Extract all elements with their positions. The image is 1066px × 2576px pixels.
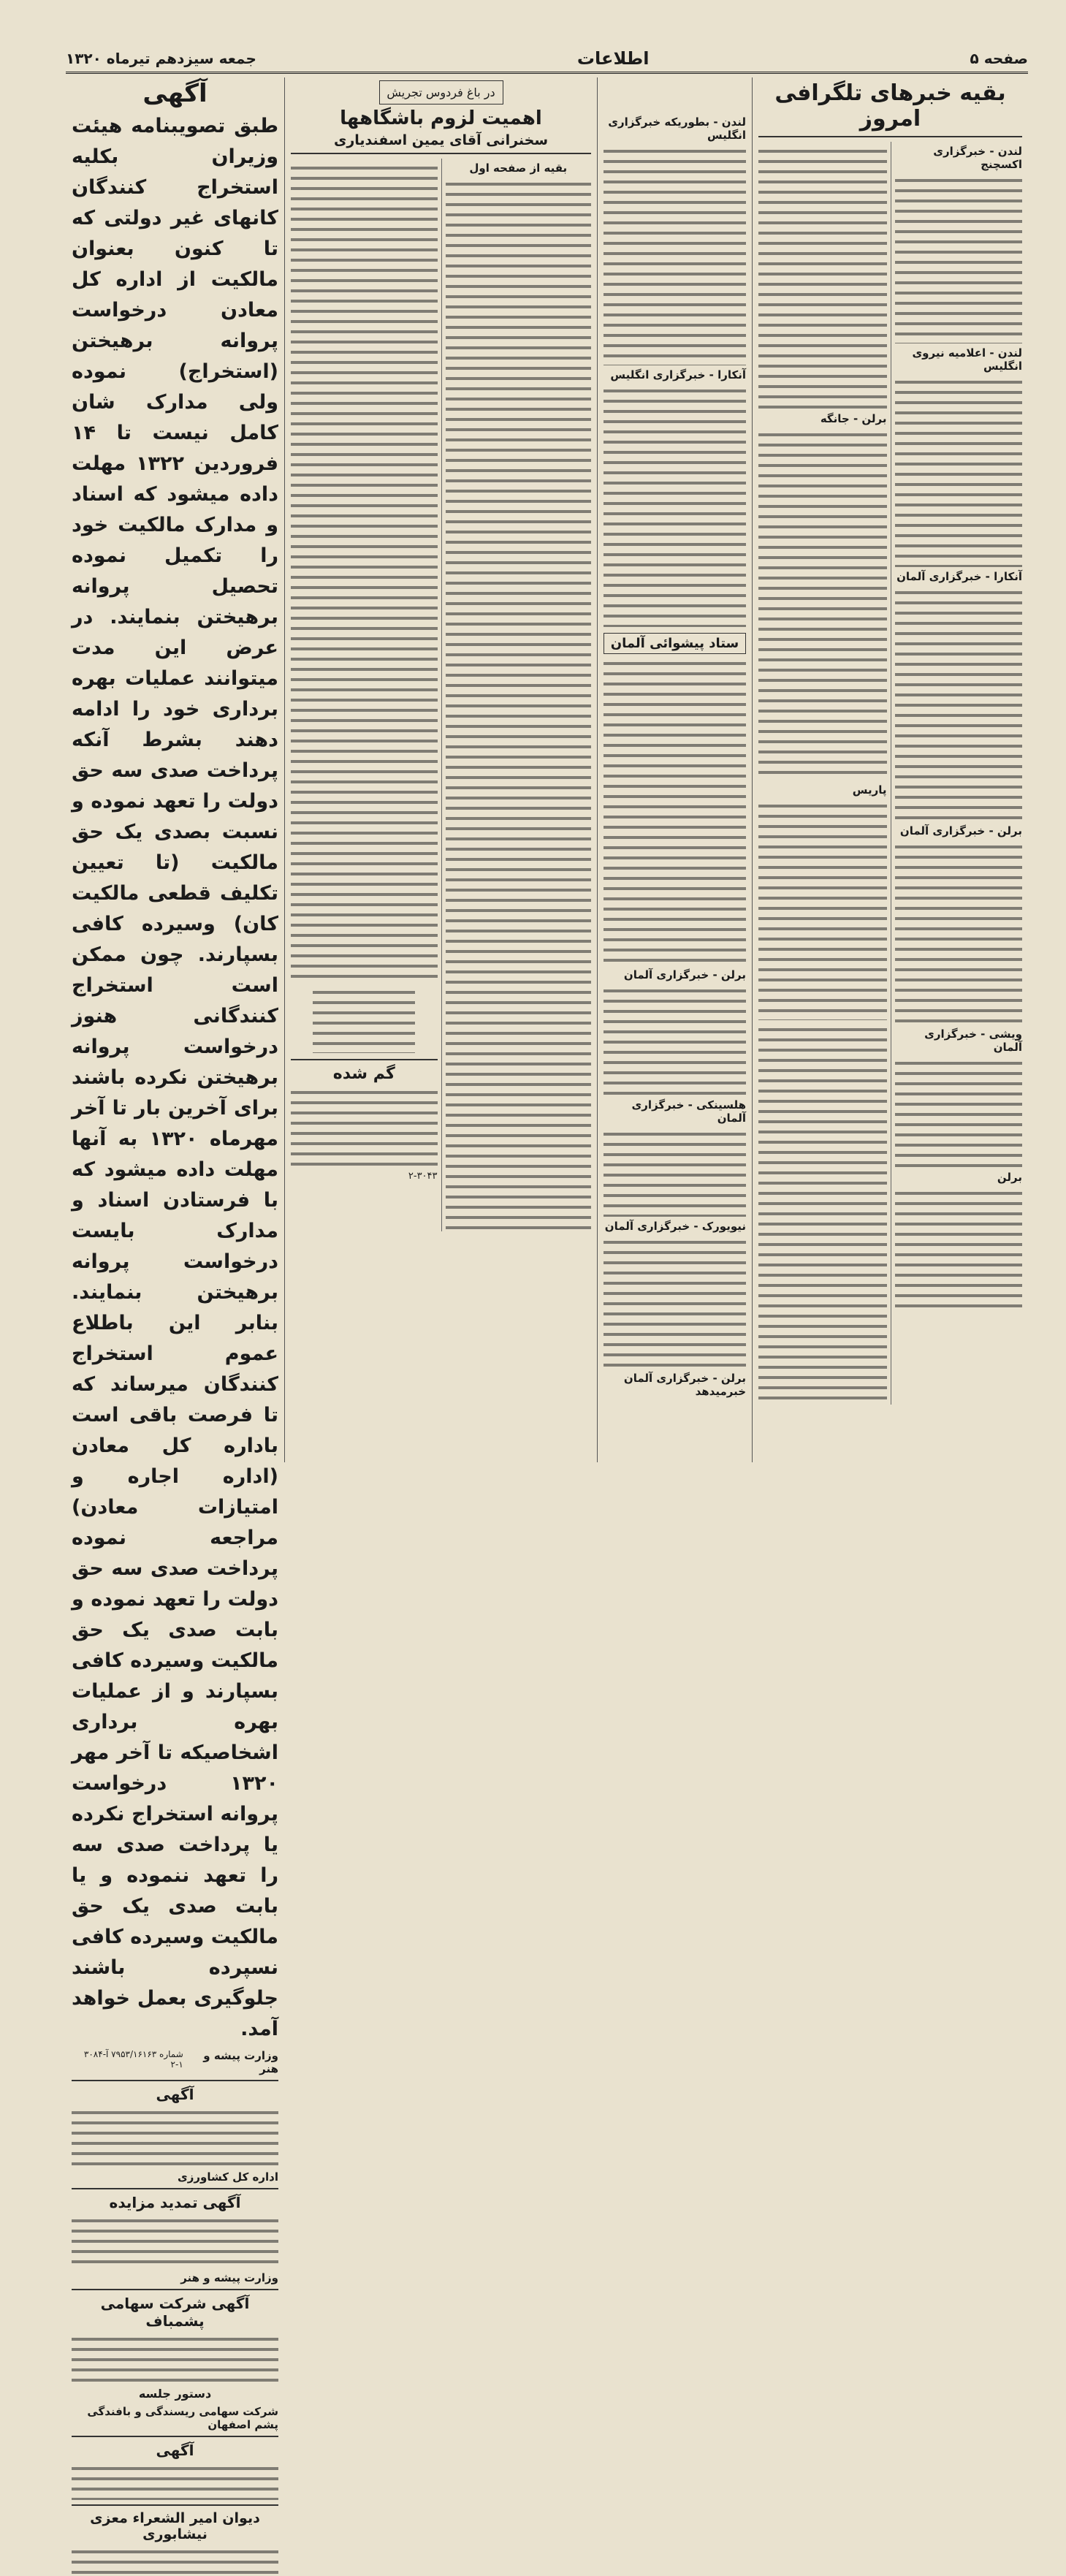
ad4-title: آگهی شرکت سهامی پشمباف — [100, 2295, 250, 2330]
ad5-title: آگهی — [156, 2442, 194, 2459]
article-text — [291, 163, 438, 981]
lost-notice-ref: ۲-۳۰۴۳ — [408, 1171, 438, 1182]
ad4-agenda: دستور جلسه — [138, 2387, 212, 2401]
dateline: لندن - خبرگزاری اکسچنج — [933, 145, 1022, 171]
article-text — [604, 146, 746, 365]
speech-byline: سخنرانی آقای یمین اسفندیاری — [333, 132, 549, 148]
ad3-text — [72, 2216, 278, 2267]
article-text — [895, 1188, 1023, 1312]
dateline: هلسینکی - خبرگزاری آلمان — [631, 1098, 746, 1125]
dateline: برلن - خبرگزاری آلمان — [623, 968, 746, 981]
main-ad-text: طبق تصویبنامه هیئت وزیران بکلیه استخراج کنندگان کانهای غیر دولتی که تا کنون بعنوان مالکیت از اداره کل معادن درخواست پروانه برهیختن (استخراج) نموده ولی مدارک شان کامل نیست تا ۱۴ فروردین ۱۳۲۲ مهلت داده میشود که اسناد و مدارک مالکیت خود را تکمیل نموده تحصیل پروانه برهیختن بنمایند. در عرض این مدت میتوانند عملیات بهره برداری خود را ادامه دهند بشرط آنکه پرداخت صدی سه حق دولت را تعهد نموده و نسبت بصدی یک حق مالکیت (تا تعیین تکلیف قطعی مالکیت کان) وسیرده کافی بسپارند. چون ممکن است استخراج کنندگانی هنوز درخواست پروانه برهیختن نکرده باشند برای آخرین بار تا آخر مهرماه ۱۳۲۰ به آنها مهلت داده میشود که با فرستادن اسناد و مدارک بایست درخواست پروانه برهیختن بنمایند. بنابر این باطلاع عموم استخراج کنندگان میرساند که تا فرصت باقی است باداره کل معادن (اداره اجاره و امتیازات معادن) مراجعه نموده پرداخت صدی سه حق دولت را تعهد نموده و بابت صدی یک حق مالکیت وسیرده کافی بسپارند و از عملیات بهره برداری اشخاصیکه تا آخر مهر ۱۳۲۰ درخواست پروانه استخراج نکرده یا پرداخت صدی سه را تعهد ننموده و یا بابت صدی یک حق مالکیت وسیرده کافی نسپرده باشند جلوگیری بعمل خواهد آمد. — [72, 115, 279, 2040]
ad4-sign: شرکت سهامی ریسندگی و بافندگی پشم اصفهان — [87, 2405, 278, 2431]
ad2-signature — [72, 2170, 278, 2184]
article-text — [604, 986, 746, 1095]
article-text — [895, 842, 1023, 1025]
divider — [72, 2289, 278, 2290]
article-text — [604, 386, 746, 627]
divider — [291, 153, 591, 154]
speech-subcolumn-left — [291, 159, 441, 1231]
article-text — [604, 658, 746, 965]
dateline: برلن - خبرگزاری آلمان خبرمیدهد — [623, 1372, 746, 1398]
article-kicker: در باغ فردوس تجریش — [379, 80, 503, 105]
poem-verse — [313, 987, 415, 1053]
ad2-text — [72, 2108, 278, 2166]
dateline: آنکارا - خبرگزاری آلمان — [896, 570, 1022, 583]
ad6-title: دیوان امیر الشعراء معزی نیشابوری — [90, 2510, 260, 2542]
dateline: ویشی - خبرگزاری آلمان — [924, 1027, 1022, 1054]
dateline: لندن - بطوریکه خبرگزاری انگلیس — [608, 115, 746, 142]
lost-notice-text — [291, 1087, 438, 1168]
speech-subcolumns — [291, 159, 591, 1231]
masthead — [66, 45, 1028, 74]
dateline: برلن — [997, 1171, 1022, 1184]
divider — [72, 2188, 278, 2189]
main-ad-sign: وزارت پیشه و هنر — [203, 2049, 278, 2075]
ad3-title: آگهی تمدید مزایده — [109, 2194, 241, 2211]
article-text — [895, 377, 1023, 567]
main-ad-title: آگهی — [142, 79, 208, 108]
ad3-signature — [72, 2271, 278, 2284]
article-text — [895, 588, 1023, 821]
main-ad-signature — [72, 2049, 278, 2075]
main-ad-ref: شماره ۷۹۵۳/۱۶۱۶۳ آ-۳۰۸۴ ۱-۲ — [83, 2049, 183, 2070]
divider — [291, 1059, 438, 1060]
speech-column — [284, 77, 597, 1462]
ads-column — [66, 77, 284, 2542]
divider — [758, 136, 1022, 137]
telegraph-subcolumn-right — [891, 142, 1023, 1405]
issue-date: جمعه سیزدهم تیرماه ۱۳۲۰ — [66, 50, 256, 67]
telegraph-news-column — [752, 77, 1028, 1462]
ad2-sign: اداره کل کشاورزی — [178, 2170, 278, 2184]
article-text — [895, 1058, 1023, 1168]
ad2-title: آگهی — [156, 2086, 194, 2103]
telegraph-subcolumns — [758, 142, 1022, 1405]
ad6-text — [72, 2547, 278, 2576]
divider — [72, 2436, 278, 2437]
speech-subcolumn-right — [441, 159, 592, 1231]
speech-headline: اهمیت لزوم باشگاهها — [340, 107, 542, 129]
dateline: نیویورک - خبرگزاری آلمان — [604, 1220, 746, 1233]
page-body — [66, 77, 1028, 2542]
article-text — [758, 430, 887, 780]
news-column-2 — [597, 77, 752, 1462]
page-number: صفحه ۵ — [970, 50, 1028, 67]
article-text — [758, 801, 887, 1020]
dateline: آنکارا - خبرگزاری انگلیس — [610, 368, 746, 381]
ad3-sign: وزارت پیشه و هنر — [180, 2271, 278, 2284]
article-text — [758, 146, 887, 409]
ad4-text — [72, 2334, 278, 2385]
paper-name: اطلاعات — [576, 48, 650, 69]
dateline: برلن - خبرگزاری آلمان — [899, 824, 1022, 837]
article-text — [604, 1237, 746, 1369]
ad4-signature — [72, 2405, 278, 2431]
lost-notice-title: گم شده — [332, 1065, 395, 1083]
ad5-text — [72, 2463, 278, 2500]
article-text — [758, 1025, 887, 1405]
article-text — [446, 179, 592, 1231]
section-subhead: ستاد پیشوائی آلمان — [604, 633, 746, 654]
telegraph-subcolumn-left — [758, 142, 891, 1405]
continued-label: بقیه از صفحه اول — [469, 162, 568, 175]
dateline: پاریس — [852, 783, 887, 797]
article-text — [895, 175, 1023, 343]
telegraph-headline: بقیه خبرهای تلگرافی امروز — [774, 80, 1006, 132]
divider — [72, 2080, 278, 2081]
dateline: لندن - اعلامیه نیروی انگلیس — [912, 346, 1022, 373]
dateline: برلن - جانگه — [820, 412, 887, 425]
article-text — [604, 1129, 746, 1217]
divider — [72, 2504, 278, 2506]
